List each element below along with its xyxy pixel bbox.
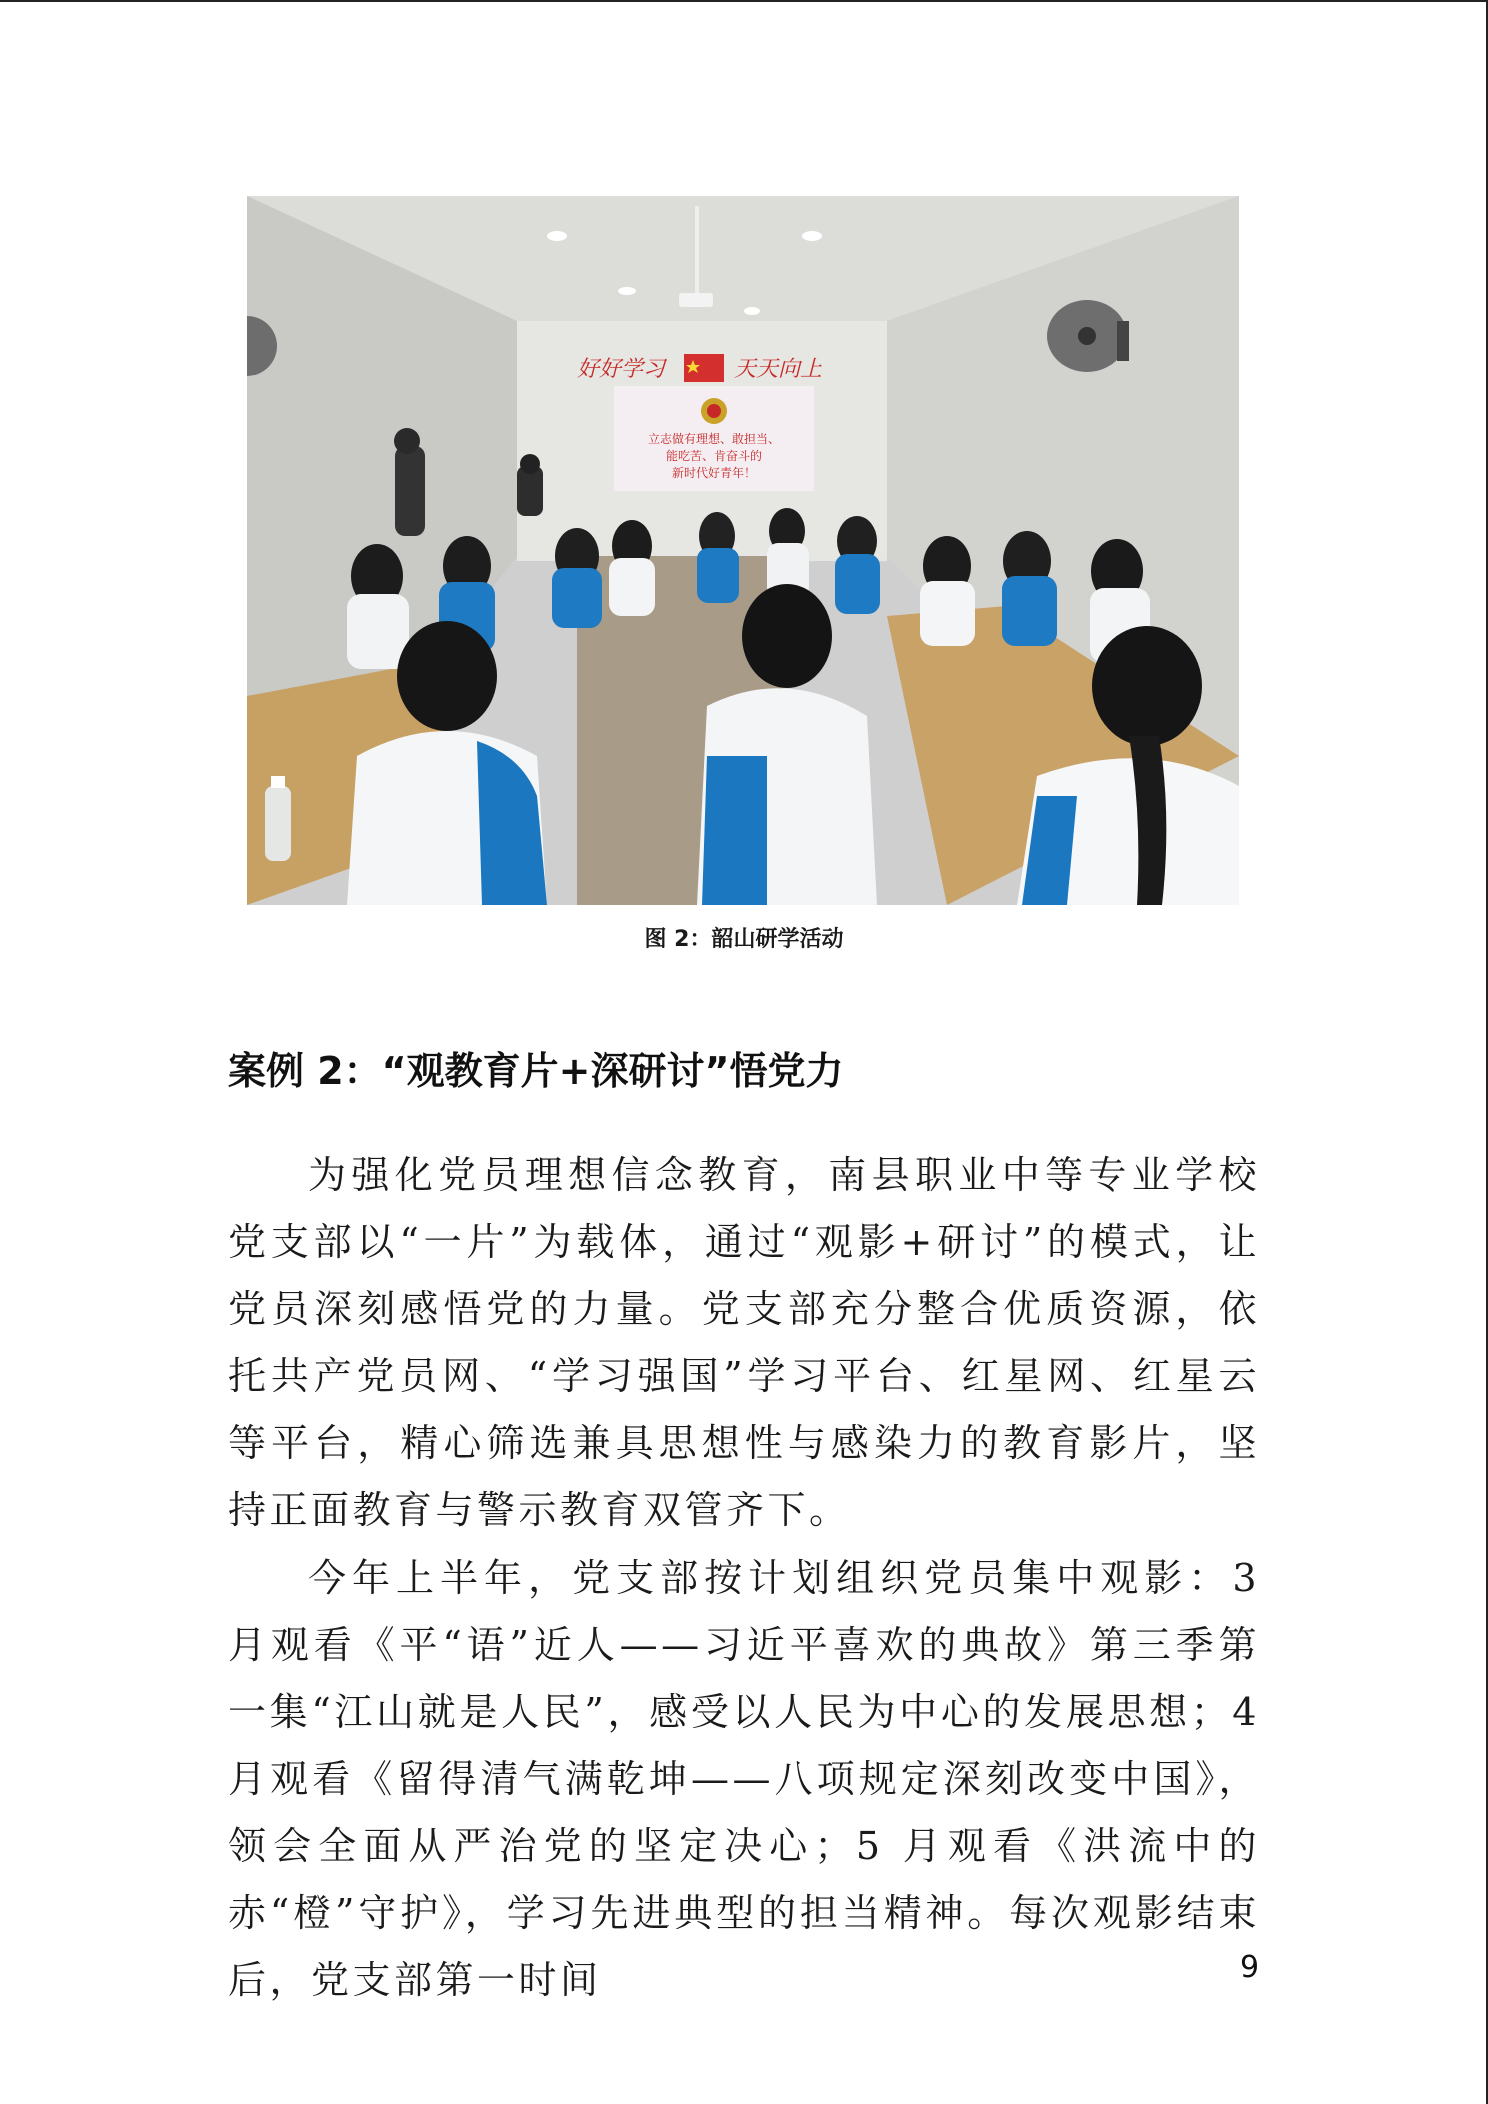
figure-caption: 图 2：韶山研学活动 [644,927,844,952]
screen-text-line3: 新时代好青年！ [671,466,757,480]
wall-slogan-left: 好好学习 [577,357,666,382]
classroom-photo [247,196,1239,905]
section-heading: 案例 2：“观教育片+深研讨”悟党力 [228,1049,844,1093]
page-border-top [0,0,1488,2]
page-number: 9 [1240,1950,1260,1985]
screen-text-line2: 能吃苦、肯奋斗的 [665,449,763,463]
screen-text-line1: 立志做有理想、敢担当、 [647,432,781,446]
wall-slogan-right: 天天向上 [734,357,823,382]
paragraph-1: 为强化党员理想信念教育，南县职业中等专业学校党支部以“一片”为载体，通过“观影+研讨”的模式，让党员深刻感悟党的力量。党支部充分整合优质资源，依托共产党员网、“学习强国”学习平台、红星网、红星云等平台，精心筛选兼具思想性与感染力的教育影片，坚持正面教育与警示教育双管齐下。 [228,1153,1260,1532]
paragraph-2: 今年上半年，党支部按计划组织党员集中观影：3 月观看《平“语”近人——习近平喜欢的典故》第三季第一集“江山就是人民”，感受以人民为中心的发展思想；4 月观看《留得清气满乾坤——八项规定深刻改变中国》，领会全面从严治党的坚定决心；5 月观看《洪流中的赤“橙”守护》，学习先进典型的担当精神。每次观影结束后，党支部第一时间 [228,1556,1260,2002]
